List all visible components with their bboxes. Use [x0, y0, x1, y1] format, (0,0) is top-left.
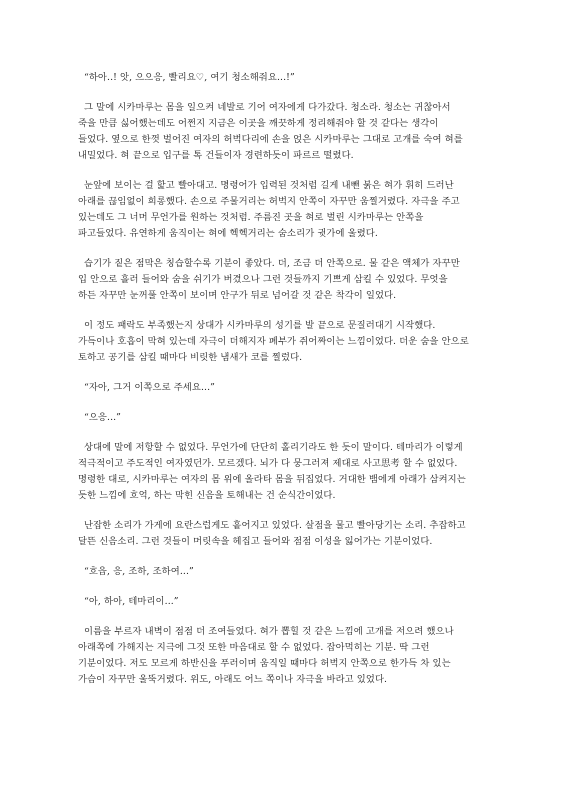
text-line: 가슴이 자꾸만 울뚝거렸다. 위도, 아래도 어느 쪽이나 자극을 바라고 있었다. [78, 674, 388, 685]
text-line: “흐읍, 응, 조하, 조하여...” [84, 566, 194, 577]
text-line: 하든 자꾸만 눈꺼풀 안쪽이 보이며 안구가 뒤로 넘어갈 것 같은 착각이 일었다. [78, 290, 397, 301]
text-line: 있는데도 그 너머 무언가를 원하는 것처럼. 주름진 곳을 혀로 벌린 시카마루는 안쪽을 [78, 212, 424, 223]
prose-paragraph [78, 624, 486, 688]
text-line: 달뜬 신음소리. 그런 것들이 머릿속을 헤집고 들어와 점점 이성을 잃어가는 기분이었다. [78, 536, 433, 547]
text-line: “자아, 그거 이쪽으로 주세요...” [84, 382, 215, 393]
prose-paragraph [78, 178, 486, 242]
text-line: “으응...” [84, 412, 122, 423]
text-line: 토하고 공기를 삼킬 때마다 비릿한 냄새가 코를 찔렀다. [78, 352, 303, 363]
prose-paragraph [78, 440, 486, 504]
text-line: 듯한 느낌에 흐억, 하는 막힌 신음을 토해내는 건 순식간이었다. [78, 490, 336, 501]
text-line: 가득이나 호흡이 막혀 있는데 자극이 더해지자 폐부가 쥐어짜이는 느낌이었다. 더운 숨을 안으로 [78, 336, 469, 347]
text-line: 아래쪽에 가해지는 지극에 그것 또한 마음대로 할 수 없었다. 잡아먹히는 기분. 딱 그런 [78, 642, 430, 653]
text-line: 아래를 끊임없이 희롱했다. 손으로 주물거리는 허벅지 안쪽이 자꾸만 움찔거렸다. 자극을 주고 [78, 196, 460, 207]
text-line: 상대에 말에 저항할 수 없었다. 무언가에 단단히 홀리기라도 한 듯이 말이다. 테마리가 이렇게 [84, 442, 463, 453]
text-line: 이 정도 패락도 부족했는지 상대가 시카마루의 성기를 발 끝으로 문질러대기 시작했다. [84, 320, 436, 331]
prose-paragraph [78, 318, 486, 366]
dialogue-paragraph [78, 70, 486, 86]
text-line: 들었다. 옆으로 한껏 벌어진 여자의 허벅다리에 손을 얹은 시카마루는 그대로 고개를 숙여 혀를 [78, 134, 463, 145]
text-line: 파고들었다. 유연하게 움직이는 혀에 헥헥거리는 숨소리가 귓가에 울렸다. [78, 228, 378, 239]
text-line: 기분이었다. 저도 모르게 하반신을 푸러이며 움직일 때마다 허벅지 안쪽으로 한가득 차 있는 [78, 658, 451, 669]
text-line: 이름을 부르자 내벽이 점점 더 조여들었다. 혀가 뽑힐 것 같은 느낌에 고개를 저으려 했으나 [84, 626, 454, 637]
text-line: 입 안으로 흘러 들어와 숨을 쉬기가 버겼으나 그런 것들까지 기쁘게 삼킬 수 있었다. 무엇을 [78, 274, 448, 285]
prose-paragraph [78, 100, 486, 164]
text-line: 죽을 만큼 싫어했는데도 어쩐지 지금은 이곳을 깨끗하게 정리해줘야 할 것 같다는 생각이 [78, 118, 439, 129]
prose-paragraph [78, 256, 486, 304]
text-line: 눈앞에 보이는 걸 핥고 빨아대고. 명령어가 입력된 것처럼 길게 내뺀 붉은 혀가 휘히 드러난 [84, 180, 454, 191]
text-line: 그 말에 시카마루는 몸을 일으켜 네발로 기어 여자에게 다가갔다. 청소라. 청소는 귀찮아서 [84, 102, 451, 113]
text-line: “하아..! 앗, 으으응, 빨리요♡, 여기 청소해줘요...!” [84, 72, 295, 83]
text-line: 난잡한 소리가 가게에 요란스럽게도 흩어지고 있었다. 살점을 물고 빨아당기는 소리. 추잡하고 [84, 520, 466, 531]
prose-paragraph [78, 518, 486, 550]
text-line: 습기가 짙은 점막은 칭습할수록 기분이 좋았다. 더, 조금 더 안쪽으로. 물 같은 액체가 자꾸만 [84, 258, 460, 269]
dialogue-paragraph [78, 564, 486, 580]
text-line: 내밀었다. 혀 끝으로 입구를 톡 건들이자 경련하듯이 파르르 떨렸다. [78, 150, 354, 161]
dialogue-paragraph [78, 410, 486, 426]
text-line: 적극적이고 주도적인 여자였던가. 모르겠다. 뇌가 다 뭉그러져 제대로 사고思考 할 수 없었다. [78, 458, 458, 469]
dialogue-paragraph [78, 380, 486, 396]
dialogue-paragraph [78, 594, 486, 610]
body-text [78, 70, 486, 688]
text-line: “아, 하아, 테마리이...” [84, 596, 179, 607]
text-line: 명령한 대로, 시카마루는 여자의 몸 위에 올라타 몸을 뒤집었다. 거대한 뱀에게 아래가 삼켜지는 [78, 474, 466, 485]
